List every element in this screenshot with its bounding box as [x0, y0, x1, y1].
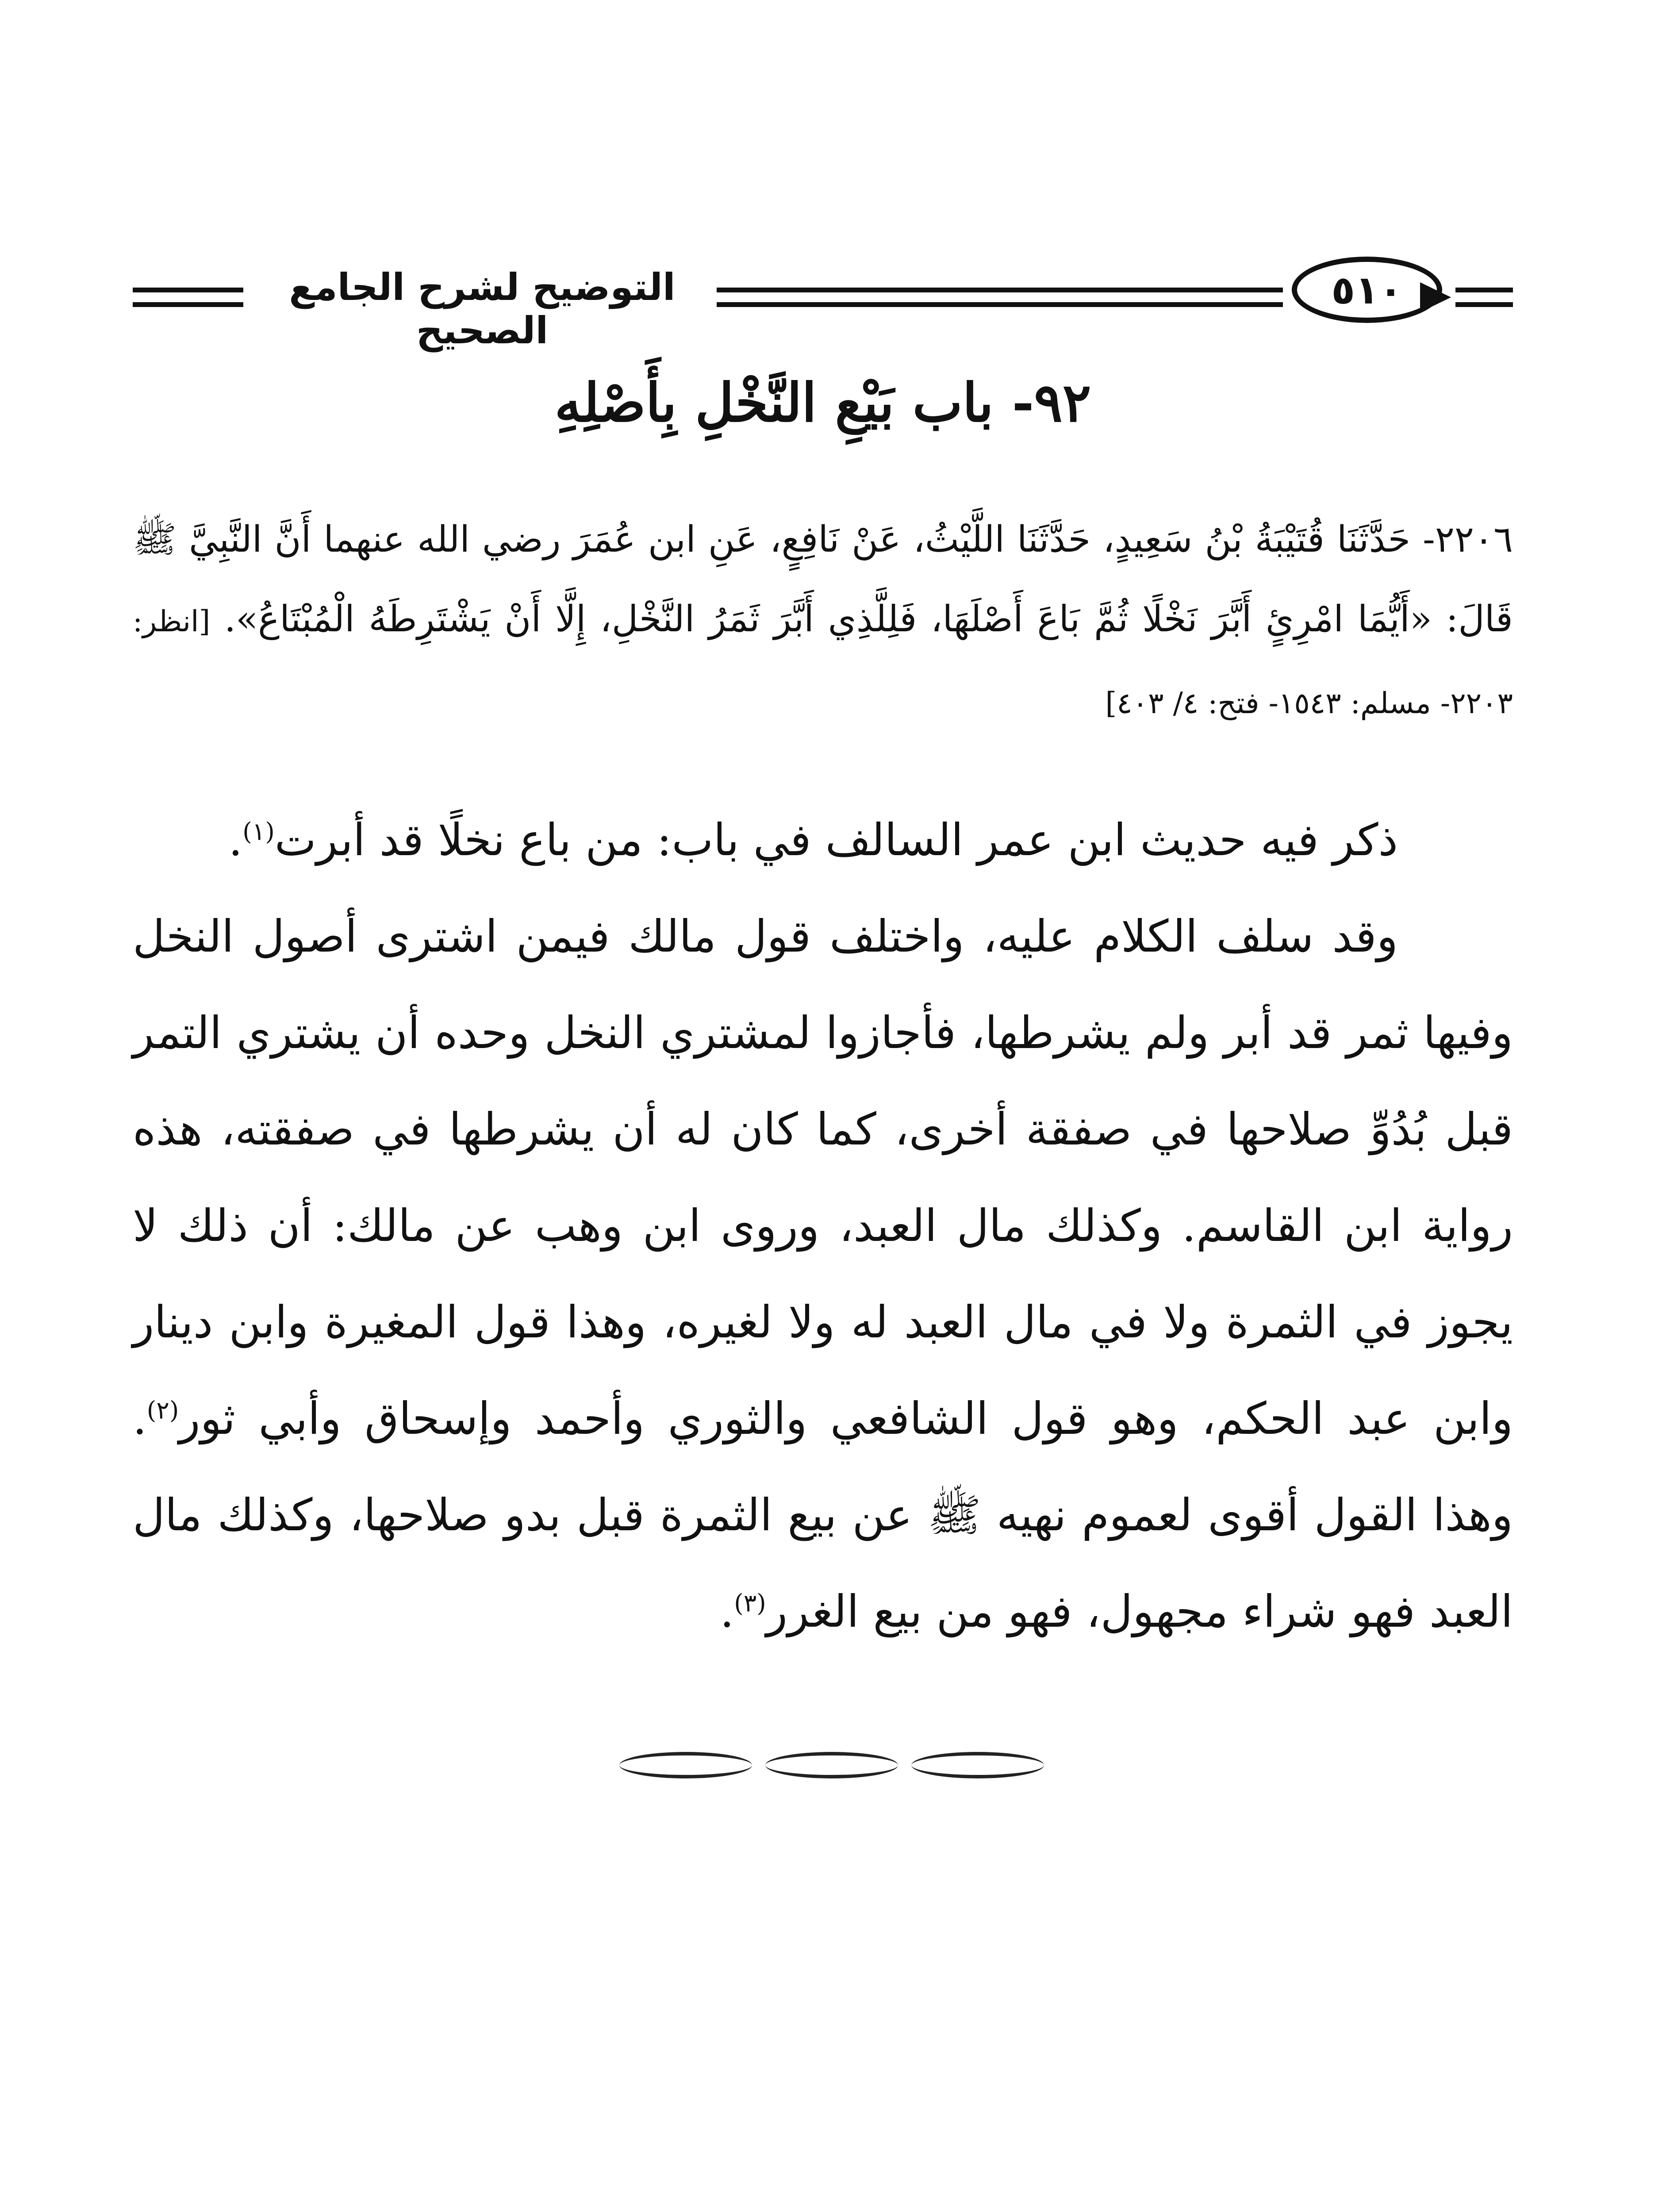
ornament-flourish — [765, 1752, 898, 1778]
page-number-badge — [1292, 257, 1442, 323]
paragraph-2-text-b: . وهذا القول أقوى لعموم نهيه ﷺ عن بيع الثمرة قبل بدو صلاحها، وكذلك مال العبد فهو شراء مجهول، فهو من بيع الغرر — [133, 1393, 1513, 1637]
hadith-block — [133, 500, 1513, 743]
ornament-flourish — [911, 1752, 1044, 1778]
ornament-flourish — [619, 1752, 752, 1778]
commentary — [133, 792, 1513, 1660]
section-end-ornament — [566, 1752, 1097, 1778]
footnote-ref-2: (٢) — [146, 1396, 179, 1425]
hadith-reference: [انظر: ٢٢٠٣- مسلم: ١٥٤٣- فتح: ٤/ ٤٠٣] — [133, 604, 1513, 720]
running-header — [0, 248, 1670, 352]
chapter-title: ٩٢- باب بَيْعِ النَّخْلِ بِأَصْلِهِ — [554, 372, 1091, 434]
paragraph-1-end: . — [228, 814, 243, 866]
paragraph-2 — [133, 888, 1513, 1660]
page-number: ٥١٠ — [1331, 267, 1403, 313]
hadith-text: ٢٢٠٦- حَدَّثَنَا قُتَيْبَةُ بْنُ سَعِيدٍ، حَدَّثَنَا اللَّيْثُ، عَنْ نَافِعٍ، عَنِ ابن عُمَرَ رضي الله عنهما أَنَّ النَّبِيَّ ﷺ قَالَ: «أَيُّمَا امْرِئٍ أَبَّرَ نَخْلًا ثُمَّ بَاعَ أَصْلَهَا، فَلِلَّذِي أَبَّرَ ثَمَرُ النَّخْلِ، إِلَّا أَنْ يَشْتَرِطَهُ الْمُبْتَاعُ». — [133, 518, 1513, 640]
footnote-ref-3: (٣) — [734, 1589, 766, 1617]
running-title: التوضيح لشرح الجامع الصحيح — [289, 265, 676, 352]
paragraph-1-text: ذكر فيه حديث ابن عمر السالف في باب: من باع نخلًا قد أبرت — [274, 814, 1398, 866]
badge-arrow-ornament — [1420, 282, 1451, 312]
footnote-ref-1: (١) — [242, 817, 275, 846]
header-rule-right — [1455, 288, 1513, 307]
header-rule-left — [133, 288, 243, 307]
paragraph-2-text-a: وقد سلف الكلام عليه، واختلف قول مالك فيمن اشترى أصول النخل وفيها ثمر قد أبر ولم يشرطها، فأجازوا لمشتري النخل وحده أن يشتري التمر قبل بُدُوِّ صلاحها في صفقة أخرى، كما كان له أن يشرطها في صفقته، هذه رواية ابن القاسم. وكذلك مال العبد، وروى ابن وهب عن مالك: أن ذلك لا يجوز في الثمرة ولا في مال العبد له ولا لغيره، وهذا قول المغيرة وابن دينار وابن عبد الحكم، وهو قول الشافعي والثوري وأحمد وإسحاق وأبي ثور — [133, 910, 1513, 1444]
header-rule-middle — [717, 288, 1283, 307]
paragraph-2-end: . — [720, 1586, 734, 1637]
paragraph-1 — [133, 792, 1513, 888]
